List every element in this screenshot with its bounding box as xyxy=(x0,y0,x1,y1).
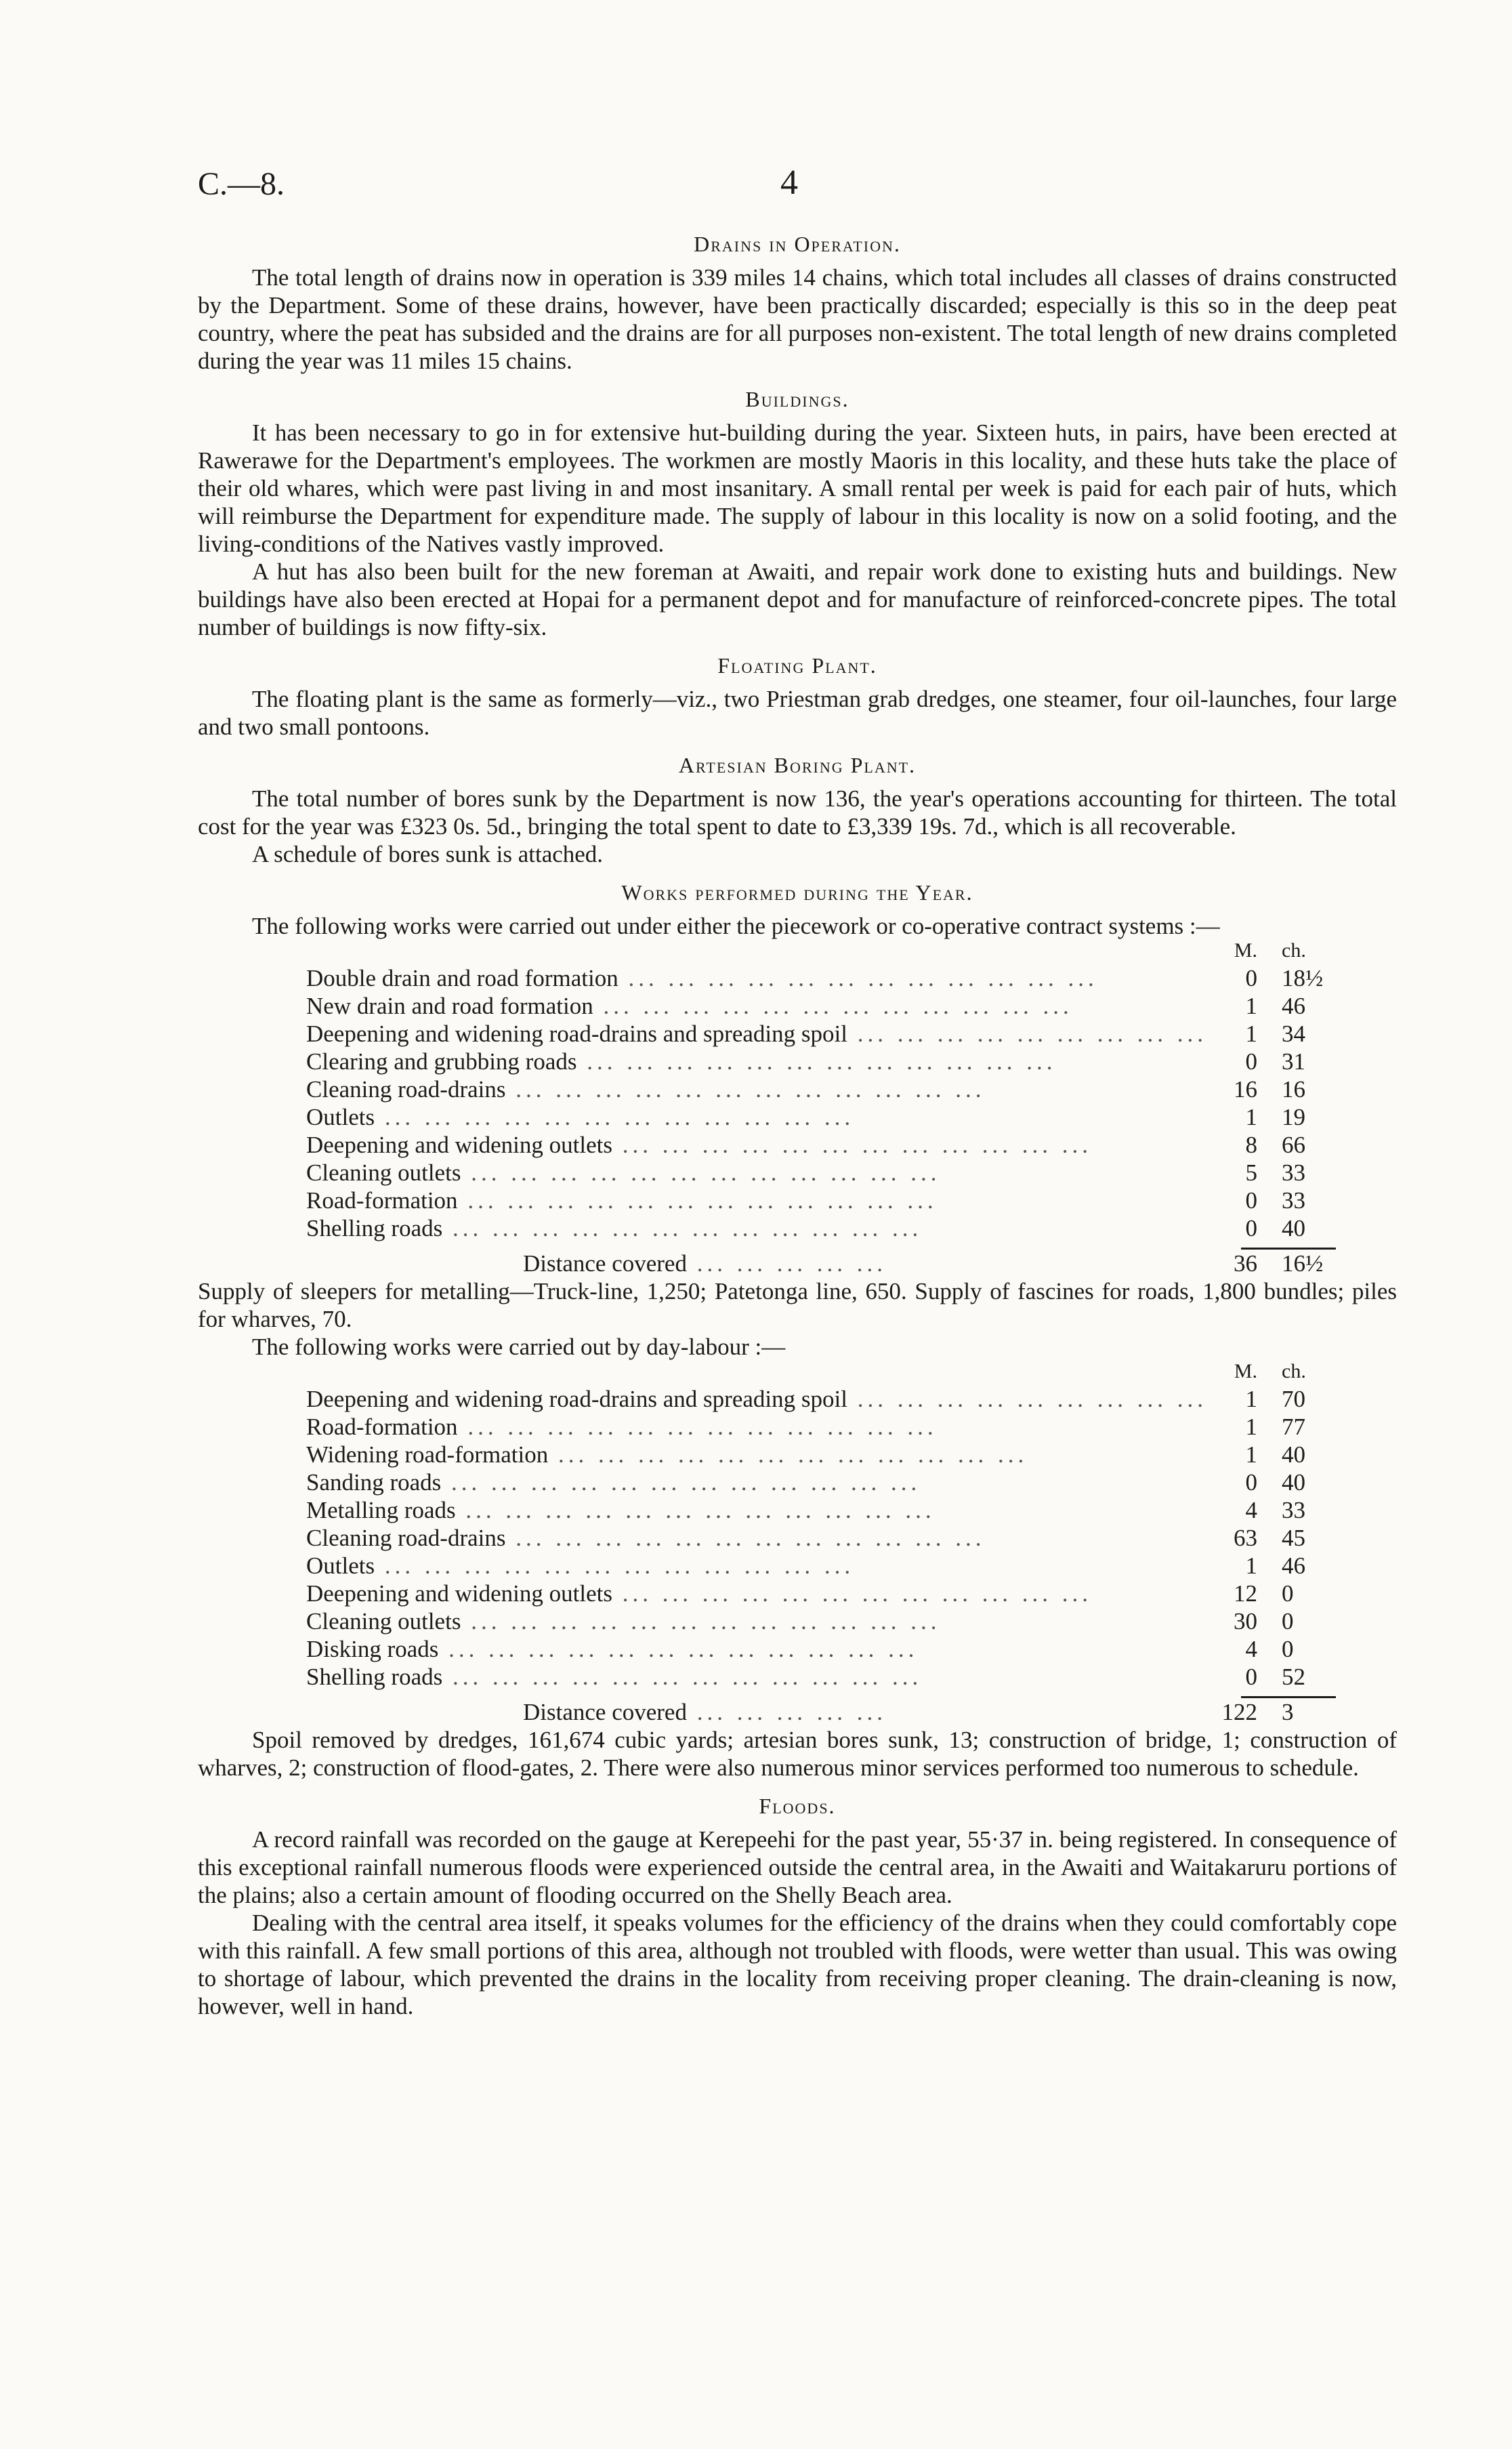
buildings-paragraph-2: A hut has also been built for the new foreman at Awaiti, and repair work done to existing huts and buildings. New buildings have also been erected at Hopai for a permanent depot and for manufacture of reinforced-concrete pipes. The total number of buildings is now fifty-six. xyxy=(198,558,1397,640)
work-label: Disking roads ... xyxy=(306,1635,1203,1663)
work-label: Cleaning outlets ... xyxy=(306,1159,1203,1187)
contract-intro: The following works were carried out under either the piecework or co-operative contract systems :— xyxy=(252,913,1220,939)
chains-value: 52 xyxy=(1282,1664,1305,1690)
miles-value: 8 xyxy=(1245,1132,1257,1158)
artesian-heading: Artesian Boring Plant. xyxy=(678,753,917,777)
chains-value: 33 xyxy=(1282,1187,1305,1214)
table-row xyxy=(306,1075,1336,1103)
chains-value: 0 xyxy=(1282,1608,1294,1634)
artesian-paragraph-1: The total number of bores sunk by the Department is now 136, the year's operations accounting for thirteen. The total cost for the year was £323 0s. 5d., bringing the total spent to date to £3,339 19s. 7d., which is all recoverable. xyxy=(198,785,1397,840)
page-number: 4 xyxy=(780,163,798,202)
table-row xyxy=(306,1468,1336,1496)
table-row xyxy=(306,1607,1336,1635)
work-label: Shelling roads ... xyxy=(306,1214,1203,1242)
miles-value: 0 xyxy=(1245,1215,1257,1241)
daylabour-table-header xyxy=(306,1361,1336,1385)
total-miles: 122 xyxy=(1221,1699,1257,1725)
daylabour-works-table xyxy=(306,1361,1336,1726)
contract-works-table xyxy=(306,940,1336,1277)
chains-value: 77 xyxy=(1282,1414,1305,1440)
table-row xyxy=(306,1552,1336,1580)
miles-value: 0 xyxy=(1245,965,1257,991)
supply-paragraph: Supply of sleepers for metalling—Truck-line, 1,250; Patetonga line, 650. Supply of fascines for roads, 1,800 bundles; piles for wharves, 70. xyxy=(198,1278,1397,1332)
total-label: Distance covered ... xyxy=(306,1698,1203,1726)
miles-value: 1 xyxy=(1245,1414,1257,1440)
chains-value: 34 xyxy=(1282,1021,1305,1047)
table-row xyxy=(306,1214,1336,1242)
miles-value: 4 xyxy=(1245,1636,1257,1662)
miles-value: 1 xyxy=(1245,1552,1257,1579)
miles-value: 30 xyxy=(1234,1608,1257,1634)
work-label: Deepening and widening road-drains and spreading spoil ... xyxy=(306,1385,1203,1413)
chains-value: 40 xyxy=(1282,1441,1305,1468)
drains-heading: Drains in Operation. xyxy=(694,232,901,256)
table-row xyxy=(306,1159,1336,1187)
total-label: Distance covered ... xyxy=(306,1250,1203,1277)
work-label: Cleaning road-drains ... xyxy=(306,1524,1203,1552)
table-row xyxy=(306,1524,1336,1552)
contract-total-row xyxy=(306,1250,1336,1277)
floods-paragraph-1: A record rainfall was recorded on the gauge at Kerepeehi for the past year, 55·37 in. being registered. In consequence of this exceptional rainfall numerous floods were experienced outside the central area, in the Awaiti and Waitakaruru portions of the plains; also a certain amount of flooding occurred on the Shelly Beach area. xyxy=(198,1826,1397,1908)
chains-value: 66 xyxy=(1282,1132,1305,1158)
document-reference: C.—8. xyxy=(198,166,285,202)
work-label: Deepening and widening outlets ... xyxy=(306,1131,1203,1159)
chains-value: 31 xyxy=(1282,1048,1305,1075)
table-row xyxy=(306,1441,1336,1468)
work-label: Cleaning road-drains ... xyxy=(306,1075,1203,1103)
chains-value: 16 xyxy=(1282,1076,1305,1103)
work-label: Outlets ... xyxy=(306,1103,1203,1131)
buildings-heading: Buildings. xyxy=(745,387,849,411)
miles-value: 1 xyxy=(1245,1104,1257,1130)
chains-value: 0 xyxy=(1282,1636,1294,1662)
chains-value: 46 xyxy=(1282,993,1305,1019)
col-chains-header: ch. xyxy=(1282,939,1306,962)
table-row xyxy=(306,1413,1336,1441)
daylabour-total-row xyxy=(306,1698,1336,1726)
work-label: Clearing and grubbing roads ... xyxy=(306,1048,1203,1075)
floods-paragraph-2: Dealing with the central area itself, it speaks volumes for the efficiency of the drains when they could comfortably cope with this rainfall. A few small portions of this area, although not troubled with floods, were wetter than usual. This was owing to shortage of labour, which prevented the drains in the locality from receiving proper cleaning. The drain-cleaning is now, however, well in hand. xyxy=(198,1910,1397,2019)
chains-value: 0 xyxy=(1282,1580,1294,1607)
chains-value: 33 xyxy=(1282,1497,1305,1523)
total-chains: 3 xyxy=(1282,1699,1294,1725)
chains-value: 45 xyxy=(1282,1525,1305,1551)
floating-plant-heading: Floating Plant. xyxy=(717,653,877,678)
miles-value: 0 xyxy=(1245,1187,1257,1214)
miles-value: 5 xyxy=(1245,1159,1257,1186)
contract-table-header xyxy=(306,940,1336,964)
table-row xyxy=(306,1663,1336,1691)
chains-value: 40 xyxy=(1282,1215,1305,1241)
work-label: Metalling roads ... xyxy=(306,1496,1203,1524)
artesian-paragraph-2: A schedule of bores sunk is attached. xyxy=(252,841,604,867)
work-label: Cleaning outlets ... xyxy=(306,1607,1203,1635)
chains-value: 18½ xyxy=(1282,965,1324,991)
table-row xyxy=(306,964,1336,992)
table-row xyxy=(306,1020,1336,1048)
work-label: Road-formation ... xyxy=(306,1413,1203,1441)
chains-value: 40 xyxy=(1282,1469,1305,1496)
work-label: Double drain and road formation ... xyxy=(306,964,1203,992)
chains-value: 70 xyxy=(1282,1386,1305,1412)
table-row xyxy=(306,1187,1336,1214)
col-chains-header: ch. xyxy=(1282,1360,1306,1382)
works-heading: Works performed during the Year. xyxy=(621,880,973,905)
miles-value: 12 xyxy=(1234,1580,1257,1607)
floods-heading: Floods. xyxy=(759,1794,836,1818)
chains-value: 33 xyxy=(1282,1159,1305,1186)
work-label: Road-formation ... xyxy=(306,1187,1203,1214)
table-row xyxy=(306,1635,1336,1663)
work-label: Outlets ... xyxy=(306,1552,1203,1580)
work-label: Sanding roads ... xyxy=(306,1468,1203,1496)
table-row xyxy=(306,1496,1336,1524)
page-body xyxy=(198,230,1397,2020)
miles-value: 16 xyxy=(1234,1076,1257,1103)
total-chains: 16½ xyxy=(1282,1250,1324,1277)
table-row xyxy=(306,1580,1336,1607)
drains-paragraph: The total length of drains now in operation is 339 miles 14 chains, which total includes all classes of drains constructed by the Department. Some of these drains, however, have been practically discarded; especially is this so in the deep peat country, where the peat has subsided and the drains are for all purposes non-existent. The total length of new drains completed during the year was 11 miles 15 chains. xyxy=(198,264,1397,374)
chains-value: 46 xyxy=(1282,1552,1305,1579)
miles-value: 1 xyxy=(1245,993,1257,1019)
table-row xyxy=(306,1103,1336,1131)
daylabour-intro: The following works were carried out by day-labour :— xyxy=(252,1334,786,1360)
col-miles-header: M. xyxy=(1234,939,1257,962)
chains-value: 19 xyxy=(1282,1104,1305,1130)
buildings-paragraph-1: It has been necessary to go in for extensive hut-building during the year. Sixteen huts, in pairs, have been erected at Rawerawe for the Department's employees. The workmen are mostly Maoris in this locality, and these huts take the place of their old whares, which were past living in and most insanitary. A small rental per week is paid for each pair of huts, which will reimburse the Department for expenditure made. The supply of labour in this locality is now on a solid footing, and the living-conditions of the Natives vastly improved. xyxy=(198,419,1397,557)
spoil-paragraph: Spoil removed by dredges, 161,674 cubic yards; artesian bores sunk, 13; construction of bridge, 1; construction of wharves, 2; construction of flood-gates, 2. There were also numerous minor services performed too numerous to schedule. xyxy=(198,1727,1397,1781)
work-label: Deepening and widening outlets ... xyxy=(306,1580,1203,1607)
table-row xyxy=(306,1385,1336,1413)
work-label: Shelling roads ... xyxy=(306,1663,1203,1691)
total-miles: 36 xyxy=(1234,1250,1257,1277)
floating-plant-paragraph: The floating plant is the same as formerly—viz., two Priestman grab dredges, one steamer, four oil-launches, four large and two small pontoons. xyxy=(198,686,1397,740)
table-row xyxy=(306,1048,1336,1075)
miles-value: 0 xyxy=(1245,1048,1257,1075)
miles-value: 1 xyxy=(1245,1386,1257,1412)
miles-value: 4 xyxy=(1245,1497,1257,1523)
miles-value: 0 xyxy=(1245,1664,1257,1690)
miles-value: 0 xyxy=(1245,1469,1257,1496)
work-label: New drain and road formation ... xyxy=(306,992,1203,1020)
miles-value: 1 xyxy=(1245,1441,1257,1468)
miles-value: 63 xyxy=(1234,1525,1257,1551)
work-label: Deepening and widening road-drains and spreading spoil ... xyxy=(306,1020,1203,1048)
col-miles-header: M. xyxy=(1234,1360,1257,1382)
table-row xyxy=(306,992,1336,1020)
miles-value: 1 xyxy=(1245,1021,1257,1047)
work-label: Widening road-formation ... xyxy=(306,1441,1203,1468)
table-row xyxy=(306,1131,1336,1159)
